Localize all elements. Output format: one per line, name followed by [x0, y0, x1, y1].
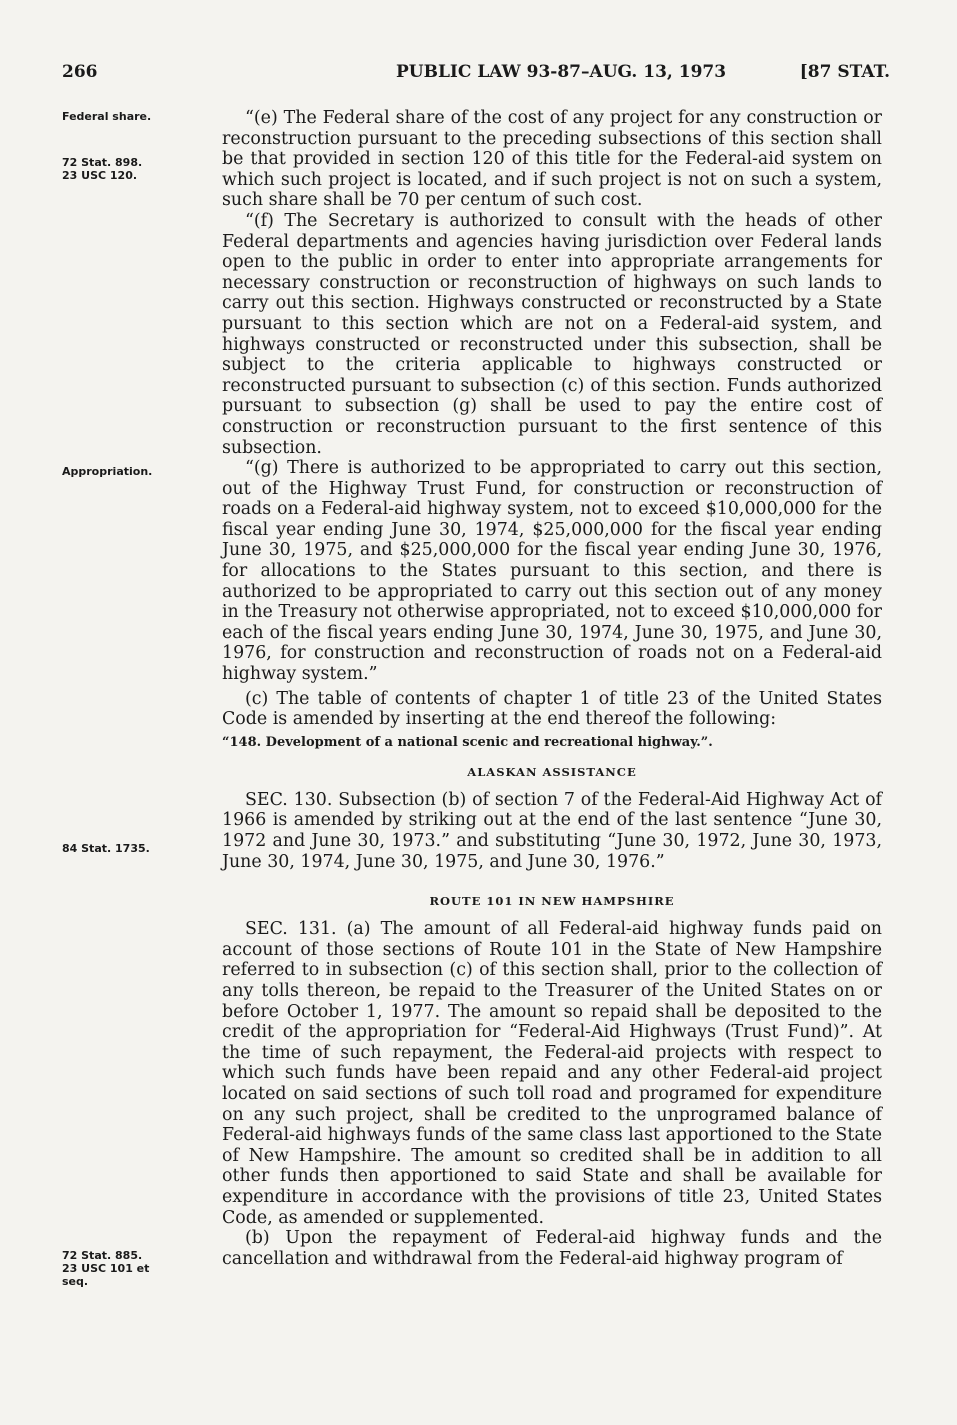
section-heading-alaskan: ALASKAN ASSISTANCE [467, 764, 637, 779]
paragraph-c: (c) The table of contents of chapter 1 of title 23 of the United States Code is amended by inserting at the end thereof the following: [222, 688, 882, 730]
section-131-a: SEC. 131. (a) The amount of all Federal-aid highway funds paid on account of those sections of Route 101 in the State of New Hampshire referred to in subsection (c) of this section shall, prior to the collection of any tolls thereon, be repaid to the Treasurer of the United States on or before October 1, 1977. The amount so repaid shall be deposited to the credit of the appropriation for “Federal-Aid Highways (Trust Fund)”. At the time of such repayment, the Federal-aid projects with respect to which such funds have been repaid and any other Federal-aid project located on said sections of such toll road and programed for expenditure on any such project, shall be credited to the unprogramed balance of Federal-aid highways funds of the same class last apportioned to the State of New Hampshire. The amount so credited shall be in addition to all other funds then apportioned to said State and shall be available for expenditure in accordance with the provisions of title 23, United States Code, as amended or supplemented. [222, 919, 882, 1228]
paragraph-g: “(g) There is authorized to be appropriated to carry out this section, out of the Highway Trust Fund, for construction or reconstruction of roads on a Federal-aid highway system, not to exceed $10,000,000 for the fiscal year ending June 30, 1974, $25,000,000 for the fiscal year ending June 30, 1975, and $25,000,000 for the fiscal year ending June 30, 1976, for allocations to the States pursuant to this section, and there is authorized to be appropriated to carry out this section out of any money in the Treasury not otherwise appropriated, not to exceed $10,000,000 for each of the fiscal years ending June 30, 1974, June 30, 1975, and June 30, 1976, for construction and reconstruction of roads not on a Federal-aid highway system.” [222, 458, 882, 685]
page-header [62, 62, 890, 88]
main-text [222, 108, 882, 1269]
section-heading-route-101: ROUTE 101 IN NEW HAMPSHIRE [429, 894, 675, 909]
paragraph-f: “(f) The Secretary is authorized to consult with the heads of other Federal departments and agencies having jurisdiction over Federal lands open to the public in order to enter into appropriate arrangements for necessary construction or reconstruction of highways on such lands to carry out this section. Highways constructed or reconstructed by a State pursuant to this section which are not on a Federal-aid system, and highways constructed or reconstructed under this subsection, shall be subject to the criteria applicable to highways constructed or reconstructed pursuant to subsection (c) of this section. Funds authorized pursuant to subsection (g) shall be used to pay the entire cost of construction or reconstruction pursuant to the first sentence of this subsection. [222, 210, 882, 458]
margin-note-stat-898: 72 Stat. 898. 23 USC 120. [62, 156, 143, 182]
margin-note-appropriation: Appropriation. [62, 465, 153, 478]
statute-volume: [87 STAT. [799, 62, 890, 82]
section-131-b: (b) Upon the repayment of Federal-aid highway funds and the cancellation and withdrawal from the Federal-aid highway program of [222, 1228, 882, 1269]
running-title: PUBLIC LAW 93-87–AUG. 13, 1973 [396, 62, 727, 82]
page-number: 266 [62, 62, 98, 82]
section-130: SEC. 130. Subsection (b) of section 7 of the Federal-Aid Highway Act of 1966 is amended by striking out at the end of the last sentence “June 30, 1972 and June 30, 1973.” and substituting “June 30, 1972, June 30, 1973, June 30, 1974, June 30, 1975, and June 30, 1976.” [222, 789, 882, 872]
toc-entry: “148. Development of a national scenic and recreational highway.”. [222, 734, 713, 750]
margin-note-stat-1735: 84 Stat. 1735. [62, 842, 150, 855]
margin-note-federal-share: Federal share. [62, 110, 152, 123]
paragraph-e: “(e) The Federal share of the cost of any project for any construction or reconstruction pursuant to the preceding subsections of this section shall be that provided in section 120 of this title for the Federal-aid system on which such project is located, and if such project is not on such a system, such share shall be 70 per centum of such cost. [222, 108, 882, 211]
margin-note-stat-885: 72 Stat. 885. 23 USC 101 et seq. [62, 1249, 150, 1288]
